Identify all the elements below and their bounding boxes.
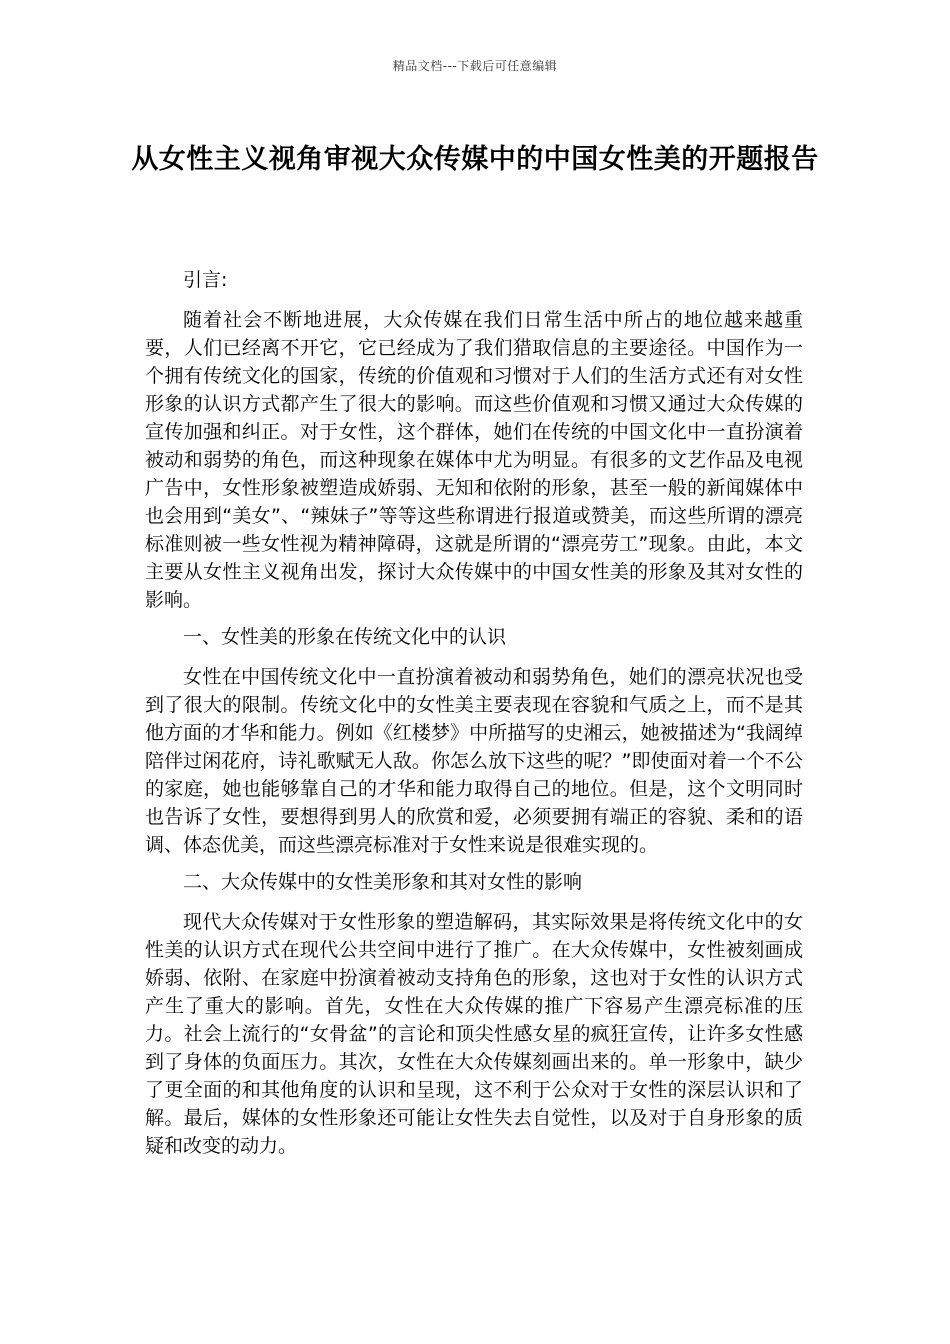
section2-heading: 二、大众传媒中的女性美形象和其对女性的影响 [183,871,583,893]
section1-heading: 一、女性美的形象在传统文化中的认识 [183,626,507,648]
intro-paragraph: 随着社会不断地进展，大众传媒在我们日常生活中所占的地位越来越重要，人们已经离不开它，它已经成为了我们猎取信息的主要途径。中国作为一个拥有传统文化的国家，传统的价值观和习惯对于人们的生活方式还有对女性形象的认识方式都产生了很大的影响。而这些价值观和习惯又通过大众传媒的宣传加强和纠正。对于女性，这个群体，她们在传统的中国文化中一直扮演着被动和弱势的角色，而这种现象在媒体中尤为明显。有很多的文艺作品及电视广告中，女性形象被塑造成娇弱、无知和依附的形象，甚至一般的新闻媒体中也会用到“美女”、“辣妹子”等等这些称谓进行报道或赞美，而这些所谓的漂亮标准则被一些女性视为精神障碍，这就是所谓的“漂亮劳工”现象。由此，本文主要从女性主义视角出发，探讨大众传媒中的中国女性美的形象及其对女性的影响。 [145,309,803,611]
section2-paragraph: 现代大众传媒对于女性形象的塑造解码，其实际效果是将传统文化中的女性美的认识方式在现代公共空间中进行了推广。在大众传媒中，女性被刻画成娇弱、依附、在家庭中扮演着被动支持角色的形象，这也对于女性的认识方式产生了重大的影响。首先，女性在大众传媒的推广下容易产生漂亮标准的压力。社会上流行的“女骨盆”的言论和顶尖性感女星的疯狂宣传，让许多女性感到了身体的负面压力。其次，女性在大众传媒刻画出来的。单一形象中，缺少了更全面的和其他角度的认识和呈现，这不利于公众对于女性的深层认识和了解。最后，媒体的女性形象还可能让女性失去自觉性，以及对于自身形象的质疑和改变的动力。 [145,911,803,1157]
header-note: 精品文档---下载后可任意编辑 [392,59,558,73]
intro-label: 引言: [183,269,228,291]
document-body [145,266,803,1169]
document-title: 从女性主义视角审视大众传媒中的中国女性美的开题报告 [131,144,819,175]
section1-paragraph: 女性在中国传统文化中一直扮演着被动和弱势角色，她们的漂亮状况也受到了很大的限制。传统文化中的女性美主要表现在容貌和气质之上，而不是其他方面的才华和能力。例如《红楼梦》中所描写的史湘云，她被描述为“我阔绰陪伴过闲花府，诗礼歌赋无人敌。你怎么放下这些的呢？”即使面对着一个不公的家庭，她也能够靠自己的才华和能力取得自己的地位。但是，这个文明同时也告诉了女性，要想得到男人的欣赏和爱，必须要拥有端正的容貌、柔和的语调、体态优美，而这些漂亮标准对于女性来说是很难实现的。 [145,666,803,856]
